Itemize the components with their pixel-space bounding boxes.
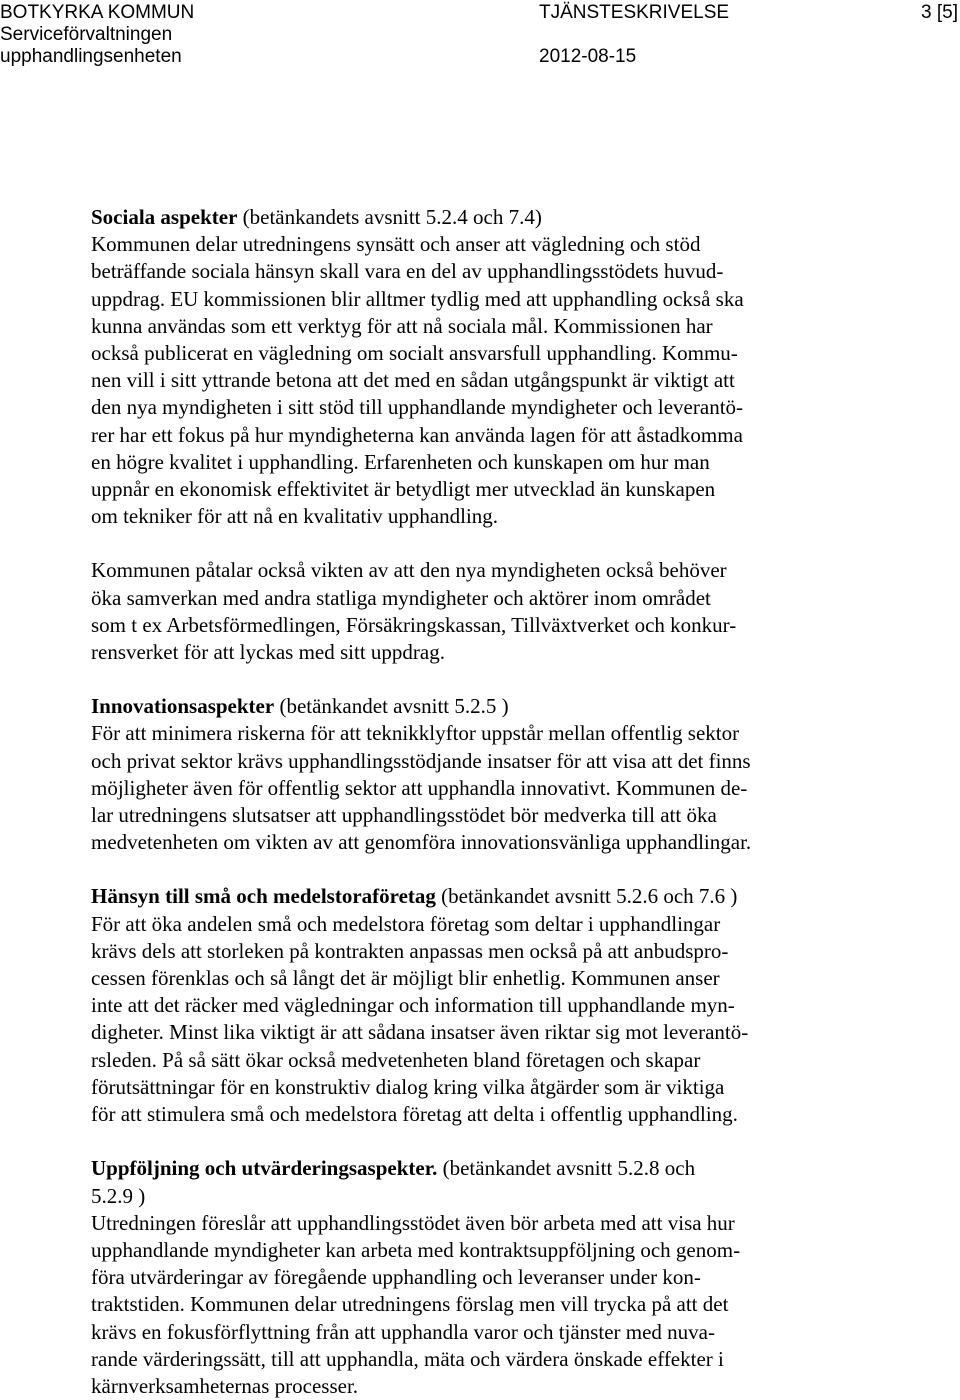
text-line: För att minimera riskerna för att teknikklyftor uppstår mellan offentlig sektor <box>91 721 740 746</box>
text-line: krävs dels att storleken på kontrakten anpassas men också på att anbudspro- <box>91 938 729 963</box>
text-line: öka samverkan med andra statliga myndigheter och aktörer inom området <box>91 585 711 610</box>
paragraph <box>91 911 851 1129</box>
section-uppfoljning <box>91 1155 851 1400</box>
header-doc-type: TJÄNSTESKRIVELSE <box>539 2 730 23</box>
document-body <box>91 204 851 1400</box>
text-line: rer har ett fokus på hur myndigheterna kan använda lagen för att åstadkomma <box>91 422 743 447</box>
page-header <box>0 2 960 66</box>
header-org: BOTKYRKA KOMMUN <box>0 2 195 23</box>
text-line: Utredningen föreslår att upphandlingsstödet även bör arbeta med att visa hur <box>91 1210 735 1235</box>
text-line: medvetenheten om vikten av att genomföra innovationsvänliga upphandlingar. <box>91 830 752 855</box>
header-dept: Serviceförvaltningen <box>0 24 173 45</box>
text-line: upphandlande myndigheter kan arbeta med kontraktsuppföljning och genom- <box>91 1237 741 1262</box>
text-line: nen vill i sitt yttrande betona att det med en sådan utgångspunkt är viktigt att <box>91 368 735 393</box>
text-line: För att öka andelen små och medelstora företag som deltar i upphandlingar <box>91 911 721 936</box>
header-date: 2012-08-15 <box>539 46 637 67</box>
text-line: digheter. Minst lika viktigt är att sådana insatser även riktar sig mot leverantö- <box>91 1020 749 1045</box>
text-line: rensverket för att lyckas med sitt uppdrag. <box>91 640 445 665</box>
text-line: cessen förenklas och så långt det är möjligt blir enhetlig. Kommunen anser <box>91 966 720 991</box>
section-heading <box>91 693 851 720</box>
text-line: den nya myndigheten i sitt stöd till upphandlande myndigheter och leverantö- <box>91 395 744 420</box>
text-line: krävs en fokusförflyttning från att upphandla varor och tjänster med nuva- <box>91 1319 715 1344</box>
header-right <box>921 2 958 24</box>
text-line: lar utredningens slutsatser att upphandlingsstödet bör medverka till att öka <box>91 803 717 828</box>
text-line: Kommunen påtalar också vikten av att den nya myndigheten också behöver <box>91 558 727 583</box>
header-middle <box>539 2 729 68</box>
section-heading <box>91 1155 851 1209</box>
heading-title: Hänsyn till små och medelstoraföretag <box>91 884 436 909</box>
heading-title: Innovationsaspekter <box>91 694 275 719</box>
heading-title: Uppföljning och utvärderingsaspekter. <box>91 1156 438 1181</box>
header-spacer <box>539 24 729 46</box>
paragraph <box>91 557 851 666</box>
text-line: för att stimulera små och medelstora företag att delta i offentlig upphandling. <box>91 1102 738 1127</box>
paragraph <box>91 231 851 530</box>
heading-title: Sociala aspekter <box>91 205 238 229</box>
text-line: kunna användas som ett verktyg för att nå sociala mål. Kommissionen har <box>91 313 713 338</box>
header-left <box>0 2 194 68</box>
paragraph <box>91 720 851 856</box>
text-line: förutsättningar för en konstruktiv dialog kring vilka åtgärder som är viktiga <box>91 1074 725 1099</box>
text-line: en högre kvalitet i upphandling. Erfarenheten och kunskapen om hur man <box>91 449 710 474</box>
heading-reference: (betänkandet avsnitt 5.2.8 och <box>437 1156 696 1181</box>
section-heading <box>91 883 851 910</box>
text-line: också publicerat en vägledning om socialt ansvarsfull upphandling. Kommu- <box>91 341 738 366</box>
heading-reference-continued: 5.2.9 ) <box>91 1183 146 1208</box>
text-line: rsleden. På så sätt ökar också medvetenheten bland företagen och skapar <box>91 1047 701 1072</box>
text-line: uppdrag. EU kommissionen blir alltmer tydlig med att upphandling också ska <box>91 286 744 311</box>
text-line: traktstiden. Kommunen delar utredningens förslag men vill trycka på att det <box>91 1292 729 1317</box>
text-line: rande värderingssätt, till att upphandla, mäta och värdera önskade effekter i <box>91 1346 724 1371</box>
heading-reference: (betänkandet avsnitt 5.2.6 och 7.6 ) <box>435 884 738 909</box>
section-heading <box>91 204 851 231</box>
paragraph <box>91 1210 851 1400</box>
section-innovationsaspekter <box>91 693 851 856</box>
section-smaforetag <box>91 883 851 1128</box>
text-line: uppnår en ekonomisk effektivitet är betydligt mer utvecklad än kunskapen <box>91 477 716 502</box>
text-line: beträffande sociala hänsyn skall vara en del av upphandlingsstödets huvud- <box>91 259 724 284</box>
heading-reference: (betänkandets avsnitt 5.2.4 och 7.4) <box>237 205 542 229</box>
text-line: inte att det räcker med vägledningar och information till upphandlande myn- <box>91 993 735 1018</box>
header-unit: upphandlingsenheten <box>0 46 182 67</box>
text-line: och privat sektor krävs upphandlingsstödjande insatser för att visa att det finns <box>91 748 751 773</box>
section-sociala-aspekter <box>91 204 851 666</box>
heading-line <box>91 1155 851 1182</box>
text-line: möjligheter även för offentlig sektor att upphandla innovativt. Kommunen de- <box>91 775 748 800</box>
text-line: om tekniker för att nå en kvalitativ upphandling. <box>91 504 499 529</box>
text-line: som t ex Arbetsförmedlingen, Försäkringskassan, Tillväxtverket och konkur- <box>91 612 737 637</box>
header-page-number: 3 [5] <box>921 2 958 23</box>
text-line: föra utvärderingar av föregående upphandling och leveranser under kon- <box>91 1265 701 1290</box>
heading-reference: (betänkandet avsnitt 5.2.5 ) <box>274 694 509 719</box>
text-line: kärnverksamheternas processer. <box>91 1373 359 1398</box>
text-line: Kommunen delar utredningens synsätt och anser att vägledning och stöd <box>91 232 701 257</box>
